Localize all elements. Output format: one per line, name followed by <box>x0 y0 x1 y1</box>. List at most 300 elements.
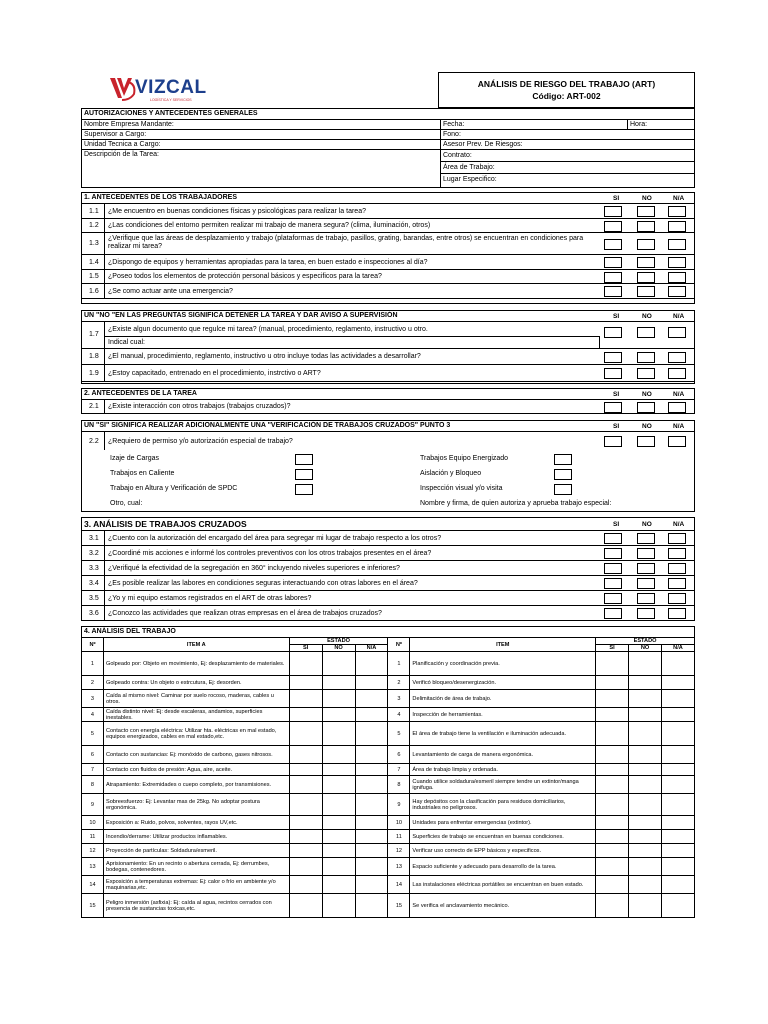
checkbox-na[interactable] <box>668 257 686 268</box>
table-row <box>82 690 695 708</box>
question-text: ¿Poseo todos los elementos de protección personal básicos y especificos para la tarea? <box>108 273 382 280</box>
vizcal-logo-icon <box>108 74 138 102</box>
item-num: 3.2 <box>89 550 99 557</box>
cell-si[interactable] <box>289 708 322 722</box>
question-row <box>82 606 694 621</box>
cell-na[interactable] <box>661 894 694 918</box>
cell-si[interactable] <box>289 776 322 794</box>
question-row <box>82 400 694 414</box>
cell-si[interactable] <box>596 858 629 876</box>
question-row <box>82 546 694 561</box>
item-num: 1.7 <box>89 331 99 338</box>
table-row <box>82 776 695 794</box>
cell-no[interactable] <box>629 844 662 858</box>
row-num: 15 <box>388 894 410 918</box>
table-row <box>82 794 695 816</box>
checkbox-no[interactable] <box>637 352 655 363</box>
question-row <box>82 349 694 365</box>
checkbox-no[interactable] <box>637 257 655 268</box>
cell-no[interactable] <box>322 830 355 844</box>
cell-si[interactable] <box>289 690 322 708</box>
col-na: N/A <box>673 391 685 398</box>
checkbox-si[interactable] <box>604 221 622 232</box>
checkbox-si[interactable] <box>604 206 622 217</box>
item-num: 3.6 <box>89 610 99 617</box>
item-num: 1.5 <box>89 273 99 280</box>
checkbox-si[interactable] <box>604 327 622 338</box>
col-no: NO <box>642 423 652 430</box>
cell-na[interactable] <box>661 816 694 830</box>
cell-na[interactable] <box>355 708 388 722</box>
fecha-label: Fecha: <box>443 121 465 128</box>
checkbox-si[interactable] <box>604 402 622 413</box>
cell-si[interactable] <box>289 652 322 676</box>
question-2-2: ¿Requiero de permiso y/o autorización especial de trabajo? <box>108 438 293 445</box>
hazard-item: Atrapamiento: Extremidades o cuepo completo, por transmisiones. <box>103 776 289 794</box>
empresa-label: Nombre Empresa Mandante: <box>84 121 174 128</box>
row-num: 6 <box>388 746 410 764</box>
cell-na[interactable] <box>355 844 388 858</box>
cell-no[interactable] <box>322 894 355 918</box>
hazard-item: Exposición a: Ruido, polvos, solventes, rayos UV,etc. <box>103 816 289 830</box>
item-num: 1.8 <box>89 353 99 360</box>
section-1b <box>81 310 695 384</box>
checkbox-no[interactable] <box>637 563 655 574</box>
checkbox-no[interactable] <box>637 206 655 217</box>
cell-no[interactable] <box>322 876 355 894</box>
cell-no[interactable] <box>322 722 355 746</box>
table-row <box>82 894 695 918</box>
cell-no[interactable] <box>629 830 662 844</box>
cell-si[interactable] <box>596 764 629 776</box>
row-num: 3 <box>388 690 410 708</box>
hazard-item: Contacto con fluidos de presión: Agua, aire, aceite. <box>103 764 289 776</box>
cell-na[interactable] <box>355 794 388 816</box>
checkbox-si[interactable] <box>604 593 622 604</box>
cell-na[interactable] <box>355 746 388 764</box>
row-num: 10 <box>82 816 104 830</box>
col-num: Nº <box>82 638 104 652</box>
cell-na[interactable] <box>661 794 694 816</box>
cell-si[interactable] <box>596 746 629 764</box>
section-1 <box>81 192 695 304</box>
row-num: 11 <box>388 830 410 844</box>
col-na: N/A <box>355 645 388 652</box>
col-si: SI <box>613 391 620 398</box>
checkbox-si[interactable] <box>604 578 622 589</box>
cell-si[interactable] <box>596 652 629 676</box>
control-item: Cuando utilice soldadura/esmeril siempre tendre un extintor/manga ignifuga. <box>410 776 596 794</box>
cell-si[interactable] <box>289 876 322 894</box>
question-row <box>82 219 694 233</box>
checkbox-si[interactable] <box>604 272 622 283</box>
cell-na[interactable] <box>355 830 388 844</box>
checkbox-izaje[interactable] <box>295 454 313 465</box>
hazard-item: Aprisionamiento: En un recinto o abertura cerrada, Ej: derrumbes, bodegas, contenedores. <box>103 858 289 876</box>
cell-na[interactable] <box>661 652 694 676</box>
checkbox-si[interactable] <box>604 548 622 559</box>
cell-no[interactable] <box>629 676 662 690</box>
section-2b-heading: UN "SI" SIGNIFICA REALIZAR ADICIONALMENTE UNA "VERIFICACIÓN DE TRABAJOS CRUZADOS" PUNTO 3 <box>84 422 451 429</box>
cell-no[interactable] <box>629 876 662 894</box>
cell-no[interactable] <box>322 764 355 776</box>
row-num: 1 <box>388 652 410 676</box>
checkbox-energizado[interactable] <box>554 454 572 465</box>
checkbox-si[interactable] <box>604 436 622 447</box>
hazard-item: Proyección de partículas: Soldadura/esmeril. <box>103 844 289 858</box>
item-num: 3.4 <box>89 580 99 587</box>
checkbox-no[interactable] <box>637 593 655 604</box>
cell-si[interactable] <box>289 830 322 844</box>
checkbox-no[interactable] <box>637 221 655 232</box>
checkbox-no[interactable] <box>637 286 655 297</box>
checkbox-no[interactable] <box>637 239 655 250</box>
checkbox-no[interactable] <box>637 578 655 589</box>
cell-na[interactable] <box>355 652 388 676</box>
cell-no[interactable] <box>629 858 662 876</box>
checkbox-bloqueo[interactable] <box>554 469 572 480</box>
checkbox-na[interactable] <box>668 608 686 619</box>
form-title: ANÁLISIS DE RIESGO DEL TRABAJO (ART) <box>477 79 656 89</box>
control-item: Se verifica el anclavamiento mecánico. <box>410 894 596 918</box>
cell-na[interactable] <box>661 830 694 844</box>
table-row <box>82 708 695 722</box>
cell-na[interactable] <box>355 764 388 776</box>
checkbox-no[interactable] <box>637 548 655 559</box>
checkbox-si[interactable] <box>604 286 622 297</box>
table-row <box>82 652 695 676</box>
item-num: 2.1 <box>89 403 99 410</box>
cell-no[interactable] <box>629 816 662 830</box>
checkbox-na[interactable] <box>668 402 686 413</box>
item-num: 1.6 <box>89 288 99 295</box>
question-text: ¿Estoy capacitado, entrenado en el procedimiento, instrctivo o ART? <box>108 370 321 377</box>
checkbox-na[interactable] <box>668 533 686 544</box>
hazard-item: Caída distinto nivel: Ej: desde escaleras, andamios, superficies inestables. <box>103 708 289 722</box>
permit-firma: Nombre y firma, de quien autoriza y aprueba trabajo especial: <box>420 500 612 507</box>
control-item: Área de trabajo limpia y ordenada. <box>410 764 596 776</box>
section-3-heading: 3. ANÁLISIS DE TRABAJOS CRUZADOS <box>84 519 247 529</box>
question-text: ¿Verifiqué la efectividad de la segregación en 360° incluyendo niveles superiores e inferiores? <box>108 565 400 572</box>
col-na: N/A <box>673 195 685 202</box>
cell-no[interactable] <box>322 690 355 708</box>
cell-na[interactable] <box>355 776 388 794</box>
checkbox-si[interactable] <box>604 368 622 379</box>
section-4-heading: 4. ANÁLISIS DEL TRABAJO <box>84 628 176 635</box>
cell-na[interactable] <box>355 858 388 876</box>
checkbox-si[interactable] <box>604 563 622 574</box>
cell-si[interactable] <box>596 830 629 844</box>
row-num: 9 <box>82 794 104 816</box>
hazard-item: Golpeado contra: Un objeto o estrcutura, Ej: desorden. <box>103 676 289 690</box>
cell-no[interactable] <box>629 708 662 722</box>
general-info-section <box>81 108 695 188</box>
item-num: 2.2 <box>89 438 99 445</box>
cell-na[interactable] <box>661 776 694 794</box>
permit-energizado: Trabajos Equipo Energizado <box>420 455 509 462</box>
cell-na[interactable] <box>355 690 388 708</box>
checkbox-na[interactable] <box>668 578 686 589</box>
general-heading: AUTORIZACIONES Y ANTECEDENTES GENERALES <box>84 110 258 117</box>
col-si: SI <box>613 521 620 528</box>
hazard-item: Contacto con sustancias: Ej: monóxido de carbono, gases nitrosos. <box>103 746 289 764</box>
lugar-label: Lugar Especifico: <box>443 176 497 183</box>
cell-si[interactable] <box>596 876 629 894</box>
row-num: 4 <box>82 708 104 722</box>
checkbox-no[interactable] <box>637 327 655 338</box>
question-text: ¿El manual, procedimiento, reglamento, instructivo u otro incluye todas las actividades a desarrollar? <box>108 353 421 360</box>
hazard-item: Caída al mismo nivel: Caminar por suelo rocoso, maderas, cables u otros. <box>103 690 289 708</box>
cell-no[interactable] <box>629 794 662 816</box>
checkbox-no[interactable] <box>637 402 655 413</box>
table-row <box>82 876 695 894</box>
item-num: 1.2 <box>89 222 99 229</box>
col-si: SI <box>596 645 629 652</box>
cell-no[interactable] <box>322 776 355 794</box>
col-si: SI <box>613 313 620 320</box>
cell-na[interactable] <box>661 876 694 894</box>
checkbox-na[interactable] <box>668 239 686 250</box>
cell-no[interactable] <box>322 858 355 876</box>
cell-na[interactable] <box>661 844 694 858</box>
checkbox-no[interactable] <box>637 533 655 544</box>
checkbox-si[interactable] <box>604 239 622 250</box>
fono-label: Fono: <box>443 131 461 138</box>
permit-altura: Trabajo en Altura y Verificación de SPDC <box>110 485 238 492</box>
checkbox-si[interactable] <box>604 352 622 363</box>
table-row <box>82 858 695 876</box>
checkbox-na[interactable] <box>668 327 686 338</box>
permit-bloqueo: Aislación y Bloqueo <box>420 470 482 477</box>
cell-si[interactable] <box>596 816 629 830</box>
row-num: 13 <box>388 858 410 876</box>
checkbox-na[interactable] <box>668 548 686 559</box>
hora-label: Hora: <box>630 121 648 128</box>
cell-si[interactable] <box>596 708 629 722</box>
row-num: 2 <box>82 676 104 690</box>
control-item: Verificar uso correcto de EPP básicos y especificos. <box>410 844 596 858</box>
question-text: ¿Es posible realizar las labores en condiciones seguras interactuando con otras labores en el área? <box>108 580 418 587</box>
question-row <box>82 233 694 255</box>
cell-no[interactable] <box>629 652 662 676</box>
permit-izaje: Izaje de Cargas <box>110 455 160 462</box>
question-1-7: ¿Existe algun documento que regulce mi tarea? (manual, procedimiento, reglamento, instructivo u otro. <box>108 326 428 333</box>
control-item: Levantamiento de carga de manera ergonómica. <box>410 746 596 764</box>
cell-no[interactable] <box>322 816 355 830</box>
control-item: Superficies de trabajo se encuentran en buenas condiciones. <box>410 830 596 844</box>
cell-no[interactable] <box>629 690 662 708</box>
question-row <box>82 531 694 546</box>
checkbox-no[interactable] <box>637 436 655 447</box>
checkbox-no[interactable] <box>637 272 655 283</box>
cell-si[interactable] <box>289 844 322 858</box>
cell-no[interactable] <box>322 652 355 676</box>
checkbox-si[interactable] <box>604 533 622 544</box>
table-row <box>82 722 695 746</box>
form-code: Código: ART-002 <box>532 91 601 101</box>
item-num: 1.9 <box>89 370 99 377</box>
company-logo <box>108 74 208 104</box>
supervisor-label: Supervisor a Cargo: <box>84 131 147 138</box>
col-si: SI <box>289 645 322 652</box>
col-na: N/A <box>673 423 685 430</box>
cell-si[interactable] <box>289 816 322 830</box>
cell-si[interactable] <box>289 858 322 876</box>
cell-si[interactable] <box>289 764 322 776</box>
row-num: 15 <box>82 894 104 918</box>
cell-si[interactable] <box>596 844 629 858</box>
hazard-item: Contacto con energía eléctrica: Utilizar hta. eléctricas en mal estado, equipos energizados, cables en mal estado,etc. <box>103 722 289 746</box>
control-item: Las instalaciones eléctricas portátiles se encuentran en buen estado. <box>410 876 596 894</box>
col-item-a: ITEM A <box>103 638 289 652</box>
checkbox-no[interactable] <box>637 368 655 379</box>
row-num: 6 <box>82 746 104 764</box>
row-num: 13 <box>82 858 104 876</box>
cell-si[interactable] <box>596 776 629 794</box>
control-item: Espacio suficiente y adecuado para desarrollo de la tarea. <box>410 858 596 876</box>
checkbox-na[interactable] <box>668 206 686 217</box>
col-item-b: ITEM <box>410 638 596 652</box>
cell-si[interactable] <box>289 794 322 816</box>
checkbox-na[interactable] <box>668 368 686 379</box>
row-num: 9 <box>388 794 410 816</box>
question-row <box>82 284 694 299</box>
checkbox-na[interactable] <box>668 352 686 363</box>
cell-no[interactable] <box>629 776 662 794</box>
question-row <box>82 591 694 606</box>
col-na: N/A <box>673 313 685 320</box>
cell-no[interactable] <box>629 722 662 746</box>
question-text: ¿Coordiné mis acciones e informé los controles preventivos con los otros trabajos presentes en el área? <box>108 550 432 557</box>
cell-no[interactable] <box>322 746 355 764</box>
cell-si[interactable] <box>596 676 629 690</box>
cell-na[interactable] <box>355 676 388 690</box>
row-num: 5 <box>388 722 410 746</box>
question-text: ¿Cuento con la autorización del encargado del área para segregar mi lugar de trabajo respecto a los otros? <box>108 535 442 542</box>
cell-no[interactable] <box>322 676 355 690</box>
checkbox-na[interactable] <box>668 272 686 283</box>
checkbox-na[interactable] <box>668 563 686 574</box>
cell-si[interactable] <box>596 794 629 816</box>
question-row <box>82 255 694 270</box>
cell-na[interactable] <box>661 690 694 708</box>
control-item: Inspección de herramientas. <box>410 708 596 722</box>
cell-na[interactable] <box>355 722 388 746</box>
cell-no[interactable] <box>629 746 662 764</box>
row-num: 8 <box>388 776 410 794</box>
col-num-b: Nº <box>388 638 410 652</box>
table-row <box>82 816 695 830</box>
checkbox-caliente[interactable] <box>295 469 313 480</box>
cell-na[interactable] <box>355 894 388 918</box>
row-num: 8 <box>82 776 104 794</box>
cell-na[interactable] <box>355 816 388 830</box>
checkbox-na[interactable] <box>668 221 686 232</box>
table-row <box>82 764 695 776</box>
item-num: 1.1 <box>89 208 99 215</box>
logo-tagline: LOGÍSTICA Y SERVICIOS <box>150 98 192 102</box>
cell-no[interactable] <box>322 708 355 722</box>
question-row <box>82 561 694 576</box>
asesor-label: Asesor Prev. De Riesgos: <box>443 141 523 148</box>
cell-na[interactable] <box>661 722 694 746</box>
hazard-item: Incendio/derrame: Utilizar productos inflamables. <box>103 830 289 844</box>
cell-na[interactable] <box>661 858 694 876</box>
hazard-item: Sobreesfuerzo: Ej: Levantar mas de 25kg. No adoptar postura ergonómica. <box>103 794 289 816</box>
col-na: N/A <box>673 521 685 528</box>
row-num: 3 <box>82 690 104 708</box>
checkbox-na[interactable] <box>668 436 686 447</box>
question-text: ¿Me encuentro en buenas condiciones físicas y psicológicas para realizar la tarea? <box>108 208 366 215</box>
cell-no[interactable] <box>322 794 355 816</box>
unidad-label: Unidad Tecnica a Cargo: <box>84 141 161 148</box>
control-item: Delimitación de área de trabajo. <box>410 690 596 708</box>
permit-otro: Otro, cual: <box>110 500 143 507</box>
checkbox-inspeccion[interactable] <box>554 484 572 495</box>
row-num: 12 <box>82 844 104 858</box>
cell-na[interactable] <box>661 746 694 764</box>
cell-si[interactable] <box>289 746 322 764</box>
question-text: ¿Verifique que las áreas de desplazamiento y trabajo (plataformas de trabajo, pasillos, grating, barandas, entre otros) se encuentran en condiciones para realizar mi tarea? <box>108 235 584 251</box>
row-num: 4 <box>388 708 410 722</box>
cell-si[interactable] <box>596 690 629 708</box>
question-text: ¿Existe interacción con otros trabajos (trabajos cruzados)? <box>108 403 291 410</box>
cell-no[interactable] <box>629 894 662 918</box>
checkbox-si[interactable] <box>604 257 622 268</box>
cell-no[interactable] <box>629 764 662 776</box>
section-2b <box>81 420 695 512</box>
col-si: SI <box>613 423 620 430</box>
cell-no[interactable] <box>322 844 355 858</box>
cell-si[interactable] <box>596 722 629 746</box>
cell-si[interactable] <box>596 894 629 918</box>
control-item: El área de trabajo tiene la ventilación e iluminación adecuada. <box>410 722 596 746</box>
cell-si[interactable] <box>289 676 322 690</box>
cell-na[interactable] <box>661 764 694 776</box>
row-num: 2 <box>388 676 410 690</box>
question-text: ¿Yo y mi equipo estamos registrados en el ART de otras labores? <box>108 595 312 602</box>
cell-na[interactable] <box>661 676 694 690</box>
cell-si[interactable] <box>289 722 322 746</box>
cell-na[interactable] <box>661 708 694 722</box>
row-num: 10 <box>388 816 410 830</box>
cell-na[interactable] <box>355 876 388 894</box>
col-si: SI <box>613 195 620 202</box>
section-1b-heading: UN "NO "EN LAS PREGUNTAS SIGNIFICA DETENER LA TAREA Y DAR AVISO A SUPERVISIÓN <box>84 312 398 319</box>
checkbox-si[interactable] <box>604 608 622 619</box>
checkbox-no[interactable] <box>637 608 655 619</box>
cell-si[interactable] <box>289 894 322 918</box>
item-num: 3.1 <box>89 535 99 542</box>
analysis-table <box>81 637 695 918</box>
section-2-heading: 2. ANTECEDENTES DE LA TAREA <box>84 390 197 397</box>
col-estado-a: ESTADO <box>289 638 388 645</box>
col-estado-b: ESTADO <box>596 638 695 645</box>
checkbox-altura[interactable] <box>295 484 313 495</box>
question-text: ¿Dispongo de equipos y herramientas apropiadas para la tarea, en buen estado e inspecciones al día? <box>108 259 428 266</box>
control-item: Planificación y coordinación previa. <box>410 652 596 676</box>
permit-caliente: Trabajos en Caliente <box>110 470 175 477</box>
checkbox-na[interactable] <box>668 593 686 604</box>
row-num: 7 <box>388 764 410 776</box>
row-num: 5 <box>82 722 104 746</box>
question-text: ¿Se como actuar ante una emergencia? <box>108 288 233 295</box>
checkbox-na[interactable] <box>668 286 686 297</box>
row-num: 12 <box>388 844 410 858</box>
section-2 <box>81 388 695 414</box>
col-no: NO <box>642 313 652 320</box>
row-num: 7 <box>82 764 104 776</box>
